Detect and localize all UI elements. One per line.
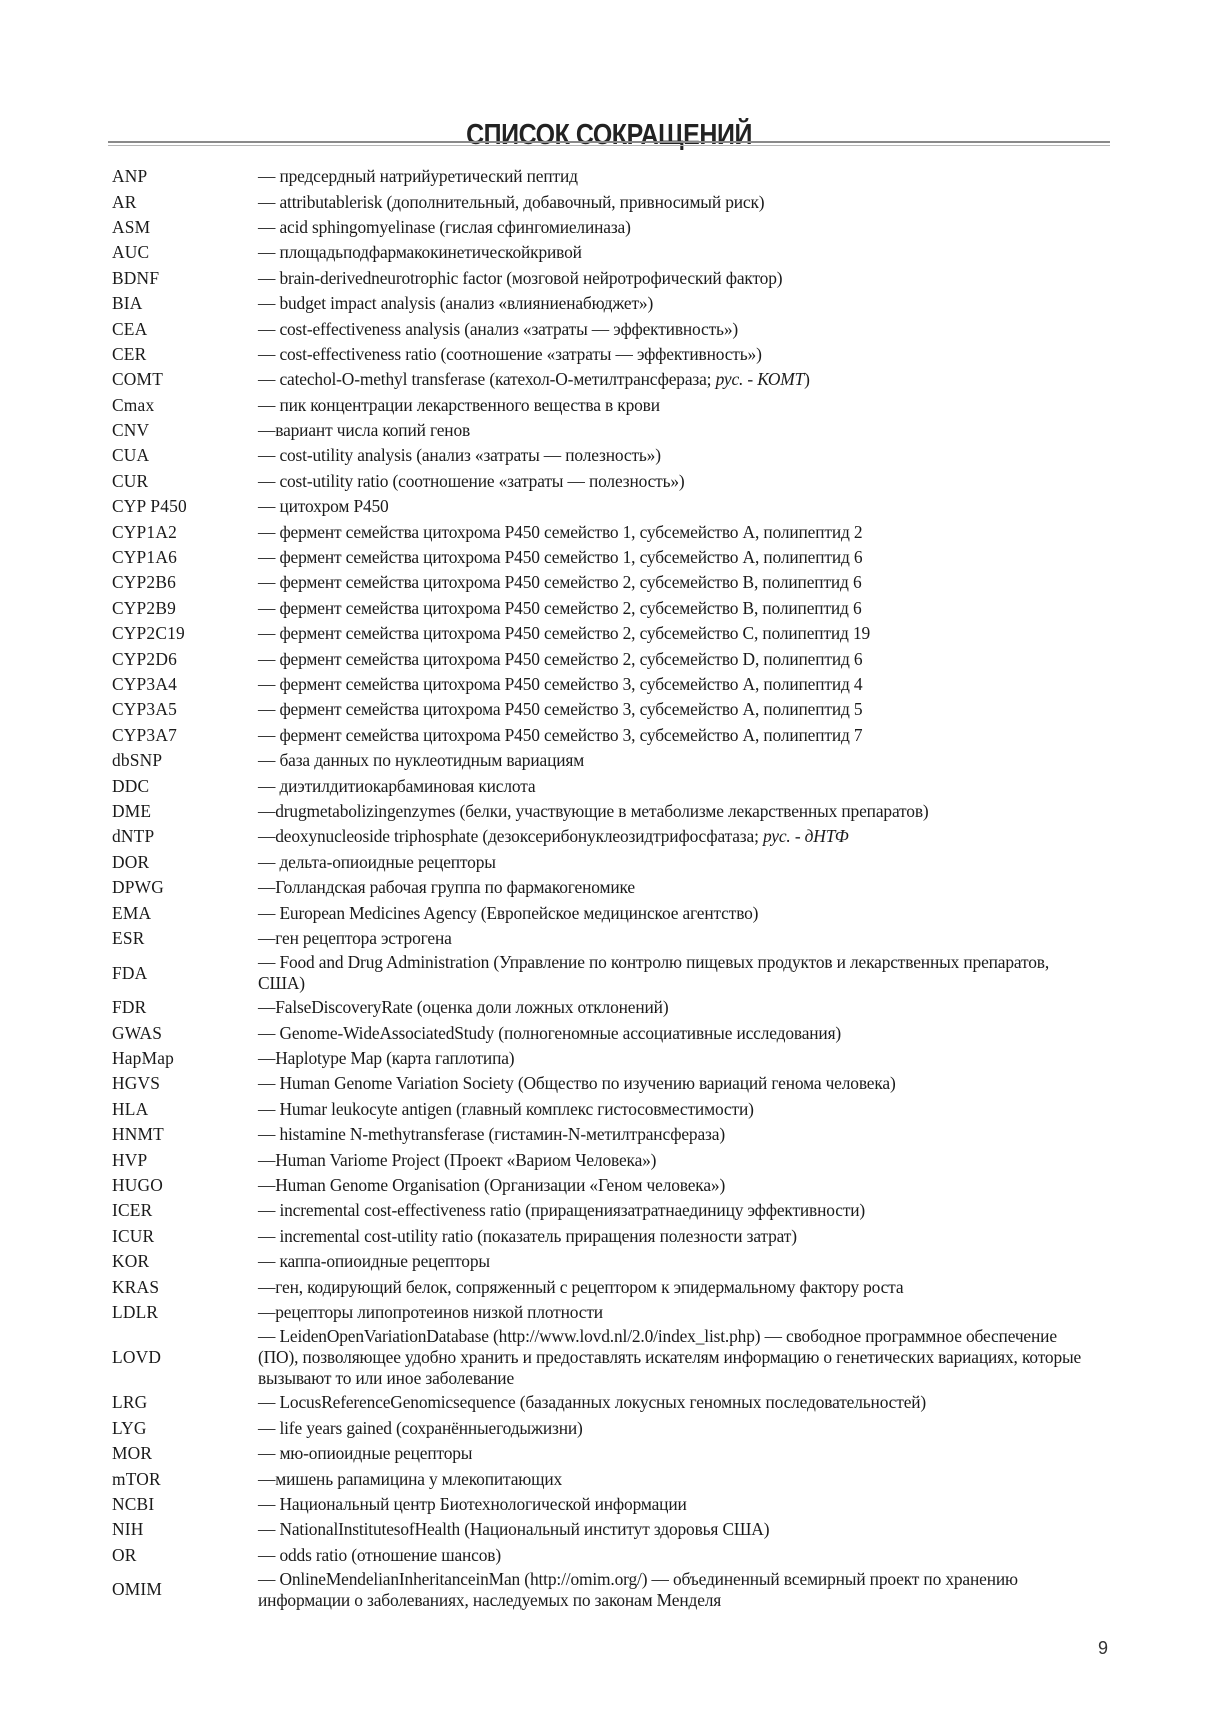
abbreviation-definition (258, 319, 1092, 340)
definition-text: — catechol-O-methyl transferase (катехол-О-метилтрансфераза; (258, 369, 716, 390)
abbreviation-term: LDLR (112, 1301, 159, 1322)
abbreviation-row (112, 1173, 1092, 1198)
abbreviation-term: MOR (112, 1443, 153, 1464)
definition-text: —drugmetabolizingenzymes (белки, участвующие в метаболизме лекарственных препаратов) (258, 800, 929, 821)
abbreviation-term: LYG (112, 1417, 147, 1438)
abbreviation-term: dNTP (112, 826, 155, 847)
definition-text: — incremental cost-utility ratio (показатель приращения полезности затрат) (258, 1225, 797, 1246)
abbreviation-definition (258, 242, 1092, 263)
abbreviation-definition (258, 877, 1092, 898)
abbreviation-row (112, 646, 1092, 671)
definition-text: — Human Genome Variation Society (Общество по изучению вариаций генома человека) (258, 1073, 896, 1094)
abbreviation-term: CYP1A6 (112, 547, 177, 568)
abbreviation-definition (258, 369, 1092, 390)
abbreviation-definition (258, 750, 1092, 771)
abbreviation-row (112, 1517, 1092, 1542)
abbreviation-definition (258, 903, 1092, 924)
abbreviation-definition (258, 674, 1092, 695)
abbreviation-term: HVP (112, 1149, 148, 1170)
abbreviation-term: CUR (112, 470, 149, 491)
abbreviation-row (112, 240, 1092, 265)
definition-russian-abbr: рус. - КОМТ (715, 369, 805, 390)
abbreviation-term: DOR (112, 851, 150, 872)
definition-text: — LocusReferenceGenomicsequence (базаданных локусных геномных последовательностей) (258, 1392, 927, 1413)
abbreviation-term: LRG (112, 1392, 148, 1413)
abbreviation-definition (258, 1099, 1092, 1120)
abbreviation-term: CER (112, 343, 147, 364)
definition-text: — пик концентрации лекарственного вещества в крови (258, 394, 660, 415)
abbreviation-definition (258, 1392, 1092, 1413)
abbreviation-row (112, 1466, 1092, 1491)
abbreviation-definition (258, 1469, 1092, 1490)
definition-text: — площадьподфармакокинетическойкривой (258, 242, 582, 263)
definition-text: — Национальный центр Биотехнологической информации (258, 1493, 687, 1514)
definition-text: — incremental cost-effectiveness ratio (приращениязатратнаединицу эффективности) (258, 1200, 866, 1221)
abbreviation-row (112, 723, 1092, 748)
abbreviation-term: CYP3A4 (112, 674, 177, 694)
abbreviation-term: DPWG (112, 877, 165, 898)
abbreviation-row (112, 469, 1092, 494)
definition-text: — диэтилдитиокарбаминовая кислота (258, 775, 536, 796)
definition-text: —ген рецептора эстрогена (258, 927, 452, 948)
abbreviation-definition (258, 344, 1092, 365)
definition-text: — attributablerisk (дополнительный, добавочный, привносимый риск) (258, 191, 765, 212)
title-divider (108, 141, 1110, 146)
abbreviation-definition (258, 1326, 1092, 1389)
abbreviation-term: NIH (112, 1519, 144, 1540)
abbreviation-term: ESR (112, 927, 145, 948)
definition-text: — histamine N-methytransferase (гистамин-N-метилтрансфераза) (258, 1124, 725, 1145)
abbreviation-term: CNV (112, 420, 150, 441)
abbreviation-term: KRAS (112, 1276, 160, 1297)
definition-text: — фермент семейства цитохрома Р450 семейство 3, субсемейство А, полипептид 5 (258, 699, 863, 720)
abbreviation-term: CYP1A2 (112, 521, 177, 542)
abbreviation-term: Cmax (112, 394, 155, 415)
definition-text: — Humar leukocyte antigen (главный комплекс гистосовместимости) (258, 1098, 754, 1119)
page-number: 9 (1098, 1638, 1109, 1658)
abbreviation-term: ICUR (112, 1225, 155, 1246)
abbreviation-row (112, 316, 1092, 341)
abbreviation-term: CUA (112, 445, 150, 466)
definition-text: — budget impact analysis (анализ «влияниенабюджет») (258, 293, 654, 314)
abbreviation-definition (258, 395, 1092, 416)
abbreviation-definition (258, 445, 1092, 466)
abbreviation-row (112, 545, 1092, 570)
abbreviation-row (112, 697, 1092, 722)
abbreviation-row (112, 748, 1092, 773)
definition-text: — каппа-опиоидные рецепторы (258, 1251, 490, 1272)
definition-text: —Haplotype Map (карта гаплотипа) (258, 1048, 515, 1069)
abbreviation-term: DME (112, 800, 152, 821)
definition-text: —мишень рапамицина у млекопитающих (258, 1468, 563, 1489)
definition-text: — cost-effectiveness ratio (соотношение «затраты — эффективность») (258, 343, 762, 364)
definition-text: —FalseDiscoveryRate (оценка доли ложных отклонений) (258, 997, 669, 1018)
definition-text: — фермент семейства цитохрома Р450 семейство 3, субсемейство А, полипептид 4 (258, 674, 863, 694)
abbreviation-row (112, 1147, 1092, 1172)
abbreviation-definition (258, 268, 1092, 289)
abbreviation-definition (258, 649, 1092, 670)
abbreviation-definition (258, 1200, 1092, 1221)
abbreviation-row (112, 596, 1092, 621)
abbreviation-row (112, 342, 1092, 367)
definition-text: — цитохром Р450 (258, 496, 389, 517)
definition-text: — cost-effectiveness analysis (анализ «затраты — эффективность») (258, 318, 739, 339)
abbreviation-term: ANP (112, 166, 148, 187)
abbreviation-term: GWAS (112, 1022, 163, 1043)
abbreviation-row (112, 672, 1092, 697)
abbreviation-term: HapMap (112, 1048, 175, 1069)
abbreviation-row (112, 1097, 1092, 1122)
abbreviation-row (112, 1249, 1092, 1274)
abbreviation-term: CYP2B6 (112, 572, 177, 593)
abbreviation-row (112, 494, 1092, 519)
abbreviation-definition (258, 293, 1092, 314)
abbreviation-term: LOVD (112, 1347, 162, 1368)
definition-text: — life years gained (сохранённыегодыжизни) (258, 1417, 583, 1438)
abbreviation-row (112, 1198, 1092, 1223)
definition-text: —вариант числа копий генов (258, 420, 471, 441)
abbreviation-definition (258, 1251, 1092, 1272)
definition-text: — acid sphingomyelinase (гислая сфингомиелиназа) (258, 216, 631, 237)
abbreviation-definition (258, 801, 1092, 822)
abbreviation-row (112, 1300, 1092, 1325)
abbreviation-definition (258, 1150, 1092, 1171)
abbreviation-row (112, 164, 1092, 189)
abbreviation-row (112, 418, 1092, 443)
definition-text: —ген, кодирующий белок, сопряженный с рецептором к эпидермальному фактору роста (258, 1276, 904, 1297)
definition-text: — фермент семейства цитохрома Р450 семейство 2, субсемейство С, полипептид 19 (258, 623, 871, 644)
abbreviation-definition (258, 623, 1092, 644)
definition-text: —Human Variome Project (Проект «Вариом Человека») (258, 1149, 657, 1170)
abbreviation-row (112, 266, 1092, 291)
abbreviation-row (112, 1274, 1092, 1299)
definition-tail: ) (804, 369, 810, 390)
abbreviation-term: FDR (112, 997, 147, 1018)
abbreviation-term: FDA (112, 962, 148, 983)
definition-text: — cost-utility ratio (соотношение «затраты — полезность») (258, 470, 685, 491)
abbreviation-term: CYP3A7 (112, 724, 177, 745)
abbreviation-row (112, 1021, 1092, 1046)
abbreviation-term: NCBI (112, 1493, 155, 1514)
abbreviation-row (112, 621, 1092, 646)
abbreviation-row (112, 1390, 1092, 1415)
abbreviation-definition (258, 1494, 1092, 1515)
abbreviation-term: AUC (112, 242, 150, 263)
abbreviation-definition (258, 547, 1092, 568)
abbreviation-term: ICER (112, 1200, 153, 1221)
definition-text: — European Medicines Agency (Европейское медицинское агентство) (258, 902, 759, 923)
abbreviation-term: BIA (112, 293, 143, 314)
definition-text: — cost-utility analysis (анализ «затраты — полезность») (258, 445, 661, 466)
abbreviation-term: EMA (112, 902, 152, 923)
definition-russian-abbr: рус. - дНТФ (762, 826, 849, 847)
abbreviation-definition (258, 496, 1092, 517)
abbreviation-row (112, 393, 1092, 418)
definition-text: — LeidenOpenVariationDatabase (http://www.lovd.nl/2.0/index_list.php) — свободное программное обеспечение (ПО), позволяющее удобно хранить и предоставлять искателям информацию о генетических вариациях, которые вызывают то или иное заболевание (258, 1326, 1082, 1389)
abbreviation-term: mTOR (112, 1468, 161, 1489)
abbreviation-row (112, 850, 1092, 875)
abbreviation-definition (258, 1048, 1092, 1069)
abbreviation-term: CYP P450 (112, 496, 187, 517)
abbreviation-definition (258, 192, 1092, 213)
abbreviation-definition (258, 725, 1092, 746)
abbreviation-row (112, 773, 1092, 798)
abbreviation-definition (258, 217, 1092, 238)
abbreviation-term: HUGO (112, 1175, 164, 1196)
abbreviation-term: BDNF (112, 267, 160, 288)
abbreviation-term: ASM (112, 216, 151, 237)
abbreviation-row (112, 1224, 1092, 1249)
abbreviation-row (112, 215, 1092, 240)
definition-text: — дельта-опиоидные рецепторы (258, 851, 496, 872)
abbreviation-definition (258, 471, 1092, 492)
abbreviation-row (112, 1441, 1092, 1466)
definition-text: — фермент семейства цитохрома Р450 семейство 2, субсемейство В, полипептид 6 (258, 572, 862, 593)
abbreviation-row (112, 291, 1092, 316)
abbreviation-row (112, 799, 1092, 824)
abbreviation-term: CYP2B9 (112, 597, 177, 618)
abbreviation-term: DDC (112, 775, 150, 796)
definition-text: — фермент семейства цитохрома Р450 семейство 2, субсемейство D, полипептид 6 (258, 648, 863, 669)
definition-text: — фермент семейства цитохрома Р450 семейство 1, субсемейство А, полипептид 6 (258, 547, 863, 568)
definition-text: — NationalInstitutesofHealth (Национальный институт здоровья США) (258, 1519, 770, 1540)
abbreviation-definition (258, 1226, 1092, 1247)
abbreviation-row (112, 1122, 1092, 1147)
abbreviation-term: HGVS (112, 1073, 161, 1094)
abbreviation-row (112, 519, 1092, 544)
definition-text: — фермент семейства цитохрома Р450 семейство 1, субсемейство А, полипептид 2 (258, 521, 863, 542)
definition-text: —Human Genome Organisation (Организации «Геном человека») (258, 1175, 726, 1196)
definition-text: — Genome-WideAssociatedStudy (полногеномные ассоциативные исследования) (258, 1022, 842, 1043)
abbreviation-row (112, 1325, 1092, 1390)
abbreviation-row (112, 189, 1092, 214)
abbreviation-term: KOR (112, 1251, 150, 1272)
abbreviation-term: COMT (112, 369, 164, 390)
abbreviation-row (112, 1071, 1092, 1096)
abbreviation-row (112, 1492, 1092, 1517)
abbreviation-definition (258, 166, 1092, 187)
abbreviation-row (112, 951, 1092, 995)
abbreviation-term: OR (112, 1544, 137, 1565)
definition-text: — Food and Drug Administration (Управление по контролю пищевых продуктов и лекарственных препаратов, США) (258, 952, 1050, 994)
definition-text: — предсердный натрийуретический пептид (258, 166, 578, 187)
abbreviation-term: CYP2D6 (112, 648, 177, 669)
abbreviation-list (112, 164, 1092, 1612)
abbreviation-term: AR (112, 191, 137, 212)
definition-text: — фермент семейства цитохрома Р450 семейство 2, субсемейство В, полипептид 6 (258, 597, 862, 618)
definition-text: —Голландская рабочая группа по фармакогеномике (258, 877, 635, 898)
abbreviation-row (112, 900, 1092, 925)
abbreviation-row (112, 570, 1092, 595)
abbreviation-row (112, 443, 1092, 468)
abbreviation-definition (258, 598, 1092, 619)
definition-text: — OnlineMendelianInheritanceinMan (http://omim.org/) — объединенный всемирный проект по хранению информации о заболеваниях, наследуемых по законам Менделя (258, 1568, 1018, 1610)
definition-text: — odds ratio (отношение шансов) (258, 1544, 501, 1565)
abbreviation-definition (258, 826, 1092, 847)
abbreviation-term: CYP2C19 (112, 623, 185, 644)
definition-text: —deoxynucleoside triphosphate (дезоксерибонуклеозидтрифосфатаза; (258, 826, 763, 847)
abbreviation-definition (258, 420, 1092, 441)
abbreviation-row (112, 995, 1092, 1020)
abbreviation-row (112, 875, 1092, 900)
abbreviation-row (112, 926, 1092, 951)
abbreviation-definition (258, 1569, 1092, 1611)
abbreviation-term: HLA (112, 1098, 149, 1119)
abbreviation-definition (258, 928, 1092, 949)
abbreviation-definition (258, 1418, 1092, 1439)
abbreviation-definition (258, 572, 1092, 593)
abbreviation-definition (258, 1124, 1092, 1145)
abbreviation-row (112, 1543, 1092, 1568)
abbreviation-row (112, 1046, 1092, 1071)
abbreviation-definition (258, 1443, 1092, 1464)
abbreviation-row (112, 1568, 1092, 1612)
abbreviation-definition (258, 1545, 1092, 1566)
abbreviation-term: HNMT (112, 1124, 165, 1145)
abbreviation-definition (258, 1023, 1092, 1044)
abbreviation-definition (258, 1175, 1092, 1196)
page-title: СПИСОК СОКРАЩЕНИЙ (466, 119, 752, 152)
abbreviation-term: CYP3A5 (112, 699, 177, 720)
abbreviation-row (112, 824, 1092, 849)
abbreviation-definition (258, 699, 1092, 720)
abbreviation-definition (258, 1277, 1092, 1298)
definition-text: — фермент семейства цитохрома Р450 семейство 3, субсемейство А, полипептид 7 (258, 724, 863, 745)
definition-text: —рецепторы липопротеинов низкой плотности (258, 1301, 603, 1322)
abbreviation-term: CEA (112, 318, 148, 339)
abbreviation-definition (258, 1519, 1092, 1540)
abbreviation-row (112, 367, 1092, 392)
abbreviation-definition (258, 522, 1092, 543)
abbreviation-definition (258, 997, 1092, 1018)
abbreviation-definition (258, 776, 1092, 797)
definition-text: — brain-derivedneurotrophic factor (мозговой нейротрофический фактор) (258, 267, 783, 288)
definition-text: — база данных по нуклеотидным вариациям (258, 750, 585, 771)
abbreviation-term: OMIM (112, 1579, 163, 1600)
abbreviation-term: dbSNP (112, 750, 163, 771)
abbreviation-definition (258, 1073, 1092, 1094)
abbreviation-definition (258, 852, 1092, 873)
definition-text: — мю-опиоидные рецепторы (258, 1443, 473, 1464)
abbreviation-definition (258, 952, 1092, 994)
abbreviation-row (112, 1416, 1092, 1441)
abbreviation-definition (258, 1302, 1092, 1323)
